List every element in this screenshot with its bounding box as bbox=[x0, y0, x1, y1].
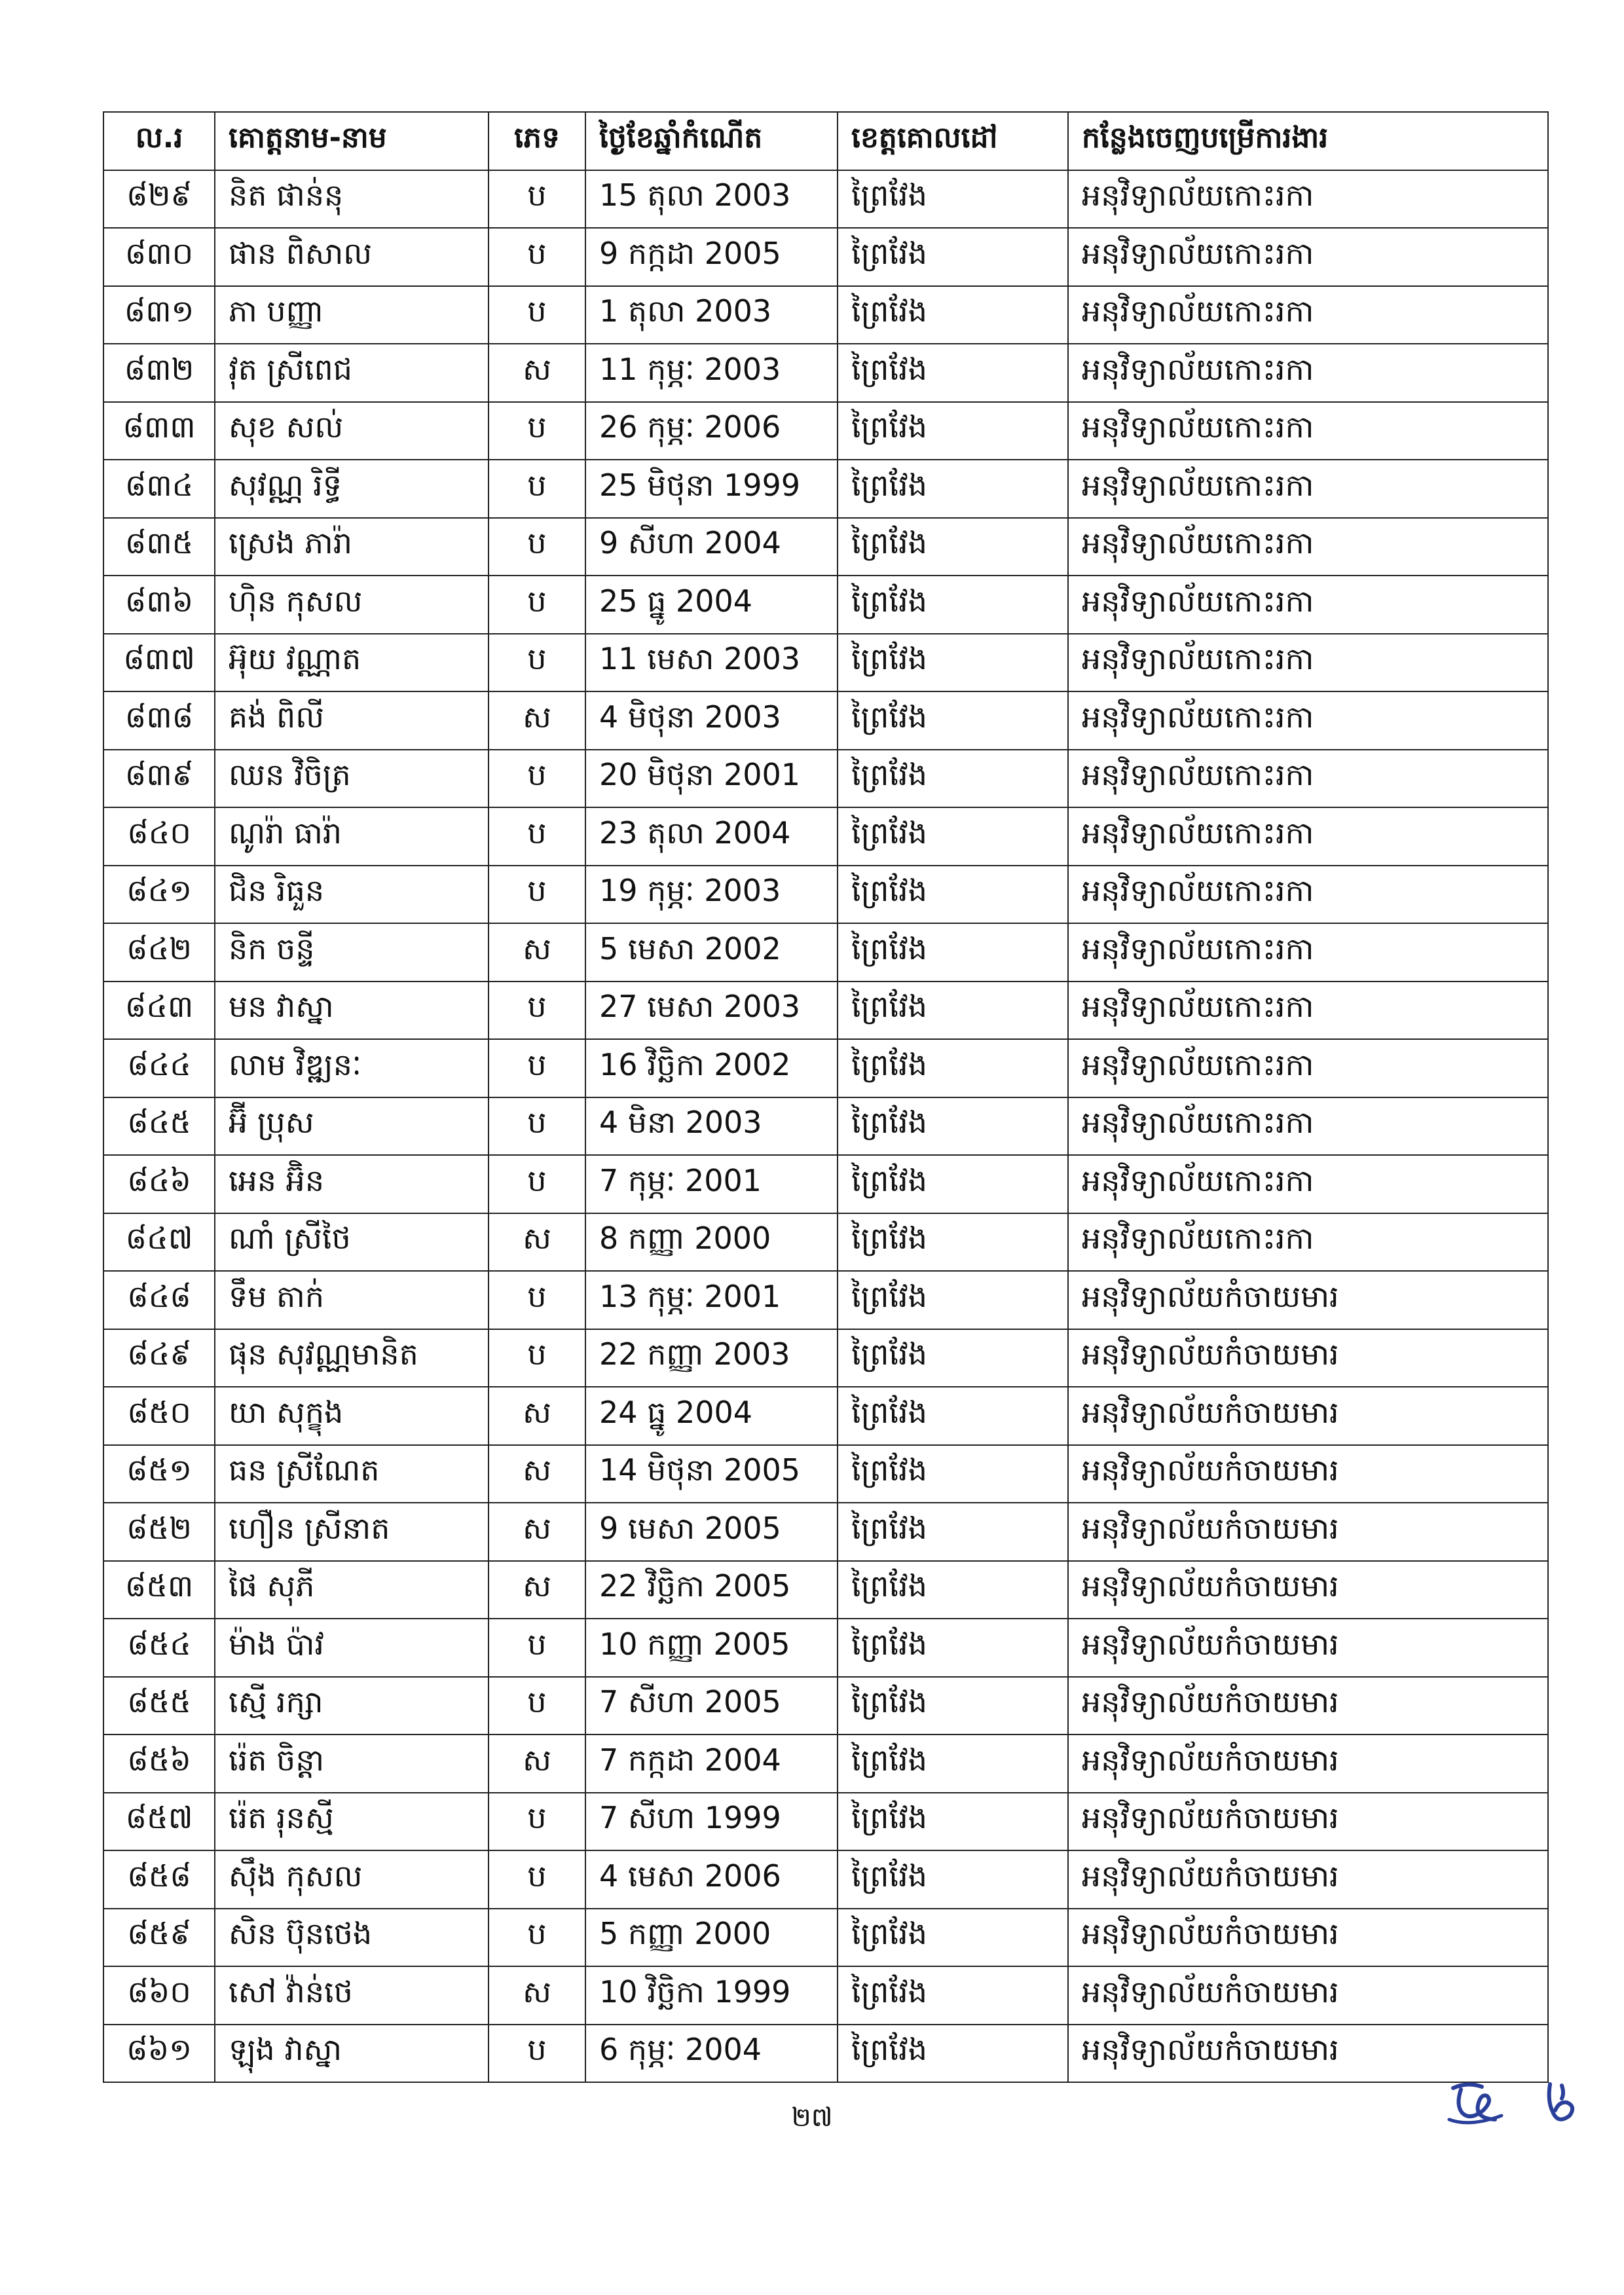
cell-target-province: ព្រៃវែង bbox=[838, 691, 1068, 750]
cell-target-province: ព្រៃវែង bbox=[838, 576, 1068, 634]
cell-workplace: អនុវិទ្យាល័យកោះរកា bbox=[1068, 1155, 1548, 1213]
table-row bbox=[103, 634, 1548, 692]
cell-date-of-birth: 7 សីហា 2005 bbox=[585, 1677, 838, 1735]
cell-target-province: ព្រៃវែង bbox=[838, 2025, 1068, 2083]
table-row bbox=[103, 228, 1548, 286]
cell-date-of-birth: 16 វិច្ឆិកា 2002 bbox=[585, 1039, 838, 1097]
cell-number: ៨៤៣ bbox=[103, 982, 215, 1040]
cell-sex: ប bbox=[489, 286, 585, 344]
cell-target-province: ព្រៃវែង bbox=[838, 228, 1068, 286]
cell-workplace: អនុវិទ្យាល័យកោះរកា bbox=[1068, 1039, 1548, 1097]
cell-date-of-birth: 13 កុម្ភៈ 2001 bbox=[585, 1271, 838, 1329]
table-row bbox=[103, 1097, 1548, 1156]
cell-full-name: និក ចន្ទី bbox=[215, 923, 489, 982]
cell-date-of-birth: 27 មេសា 2003 bbox=[585, 982, 838, 1040]
cell-workplace: អនុវិទ្យាល័យកំចាយមារ bbox=[1068, 1909, 1548, 1967]
table-row bbox=[103, 576, 1548, 634]
table-row bbox=[103, 402, 1548, 460]
cell-workplace: អនុវិទ្យាល័យកំចាយមារ bbox=[1068, 1329, 1548, 1387]
table-row bbox=[103, 982, 1548, 1040]
cell-workplace: អនុវិទ្យាល័យកំចាយមារ bbox=[1068, 1735, 1548, 1793]
cell-date-of-birth: 14 មិថុនា 2005 bbox=[585, 1445, 838, 1503]
cell-date-of-birth: 7 កក្កដា 2004 bbox=[585, 1735, 838, 1793]
cell-workplace: អនុវិទ្យាល័យកោះរកា bbox=[1068, 518, 1548, 576]
table-row bbox=[103, 1850, 1548, 1909]
cell-sex: ប bbox=[489, 1039, 585, 1097]
cell-date-of-birth: 5 មេសា 2002 bbox=[585, 923, 838, 982]
cell-date-of-birth: 7 សីហា 1999 bbox=[585, 1793, 838, 1851]
cell-number: ៨៤៥ bbox=[103, 1097, 215, 1156]
cell-target-province: ព្រៃវែង bbox=[838, 1271, 1068, 1329]
table-row bbox=[103, 1909, 1548, 1967]
cell-target-province: ព្រៃវែង bbox=[838, 1503, 1068, 1561]
cell-workplace: អនុវិទ្យាល័យកោះរកា bbox=[1068, 691, 1548, 750]
cell-date-of-birth: 11 មេសា 2003 bbox=[585, 634, 838, 692]
cell-sex: ប bbox=[489, 1155, 585, 1213]
cell-sex: ស bbox=[489, 1213, 585, 1272]
table-row bbox=[103, 1445, 1548, 1503]
cell-full-name: គង់ ពិលី bbox=[215, 691, 489, 750]
header-workplace: កន្លែងចេញបម្រើការងារ bbox=[1068, 112, 1548, 170]
cell-number: ៨៣៦ bbox=[103, 576, 215, 634]
cell-full-name: ណាំ ស្រីថៃ bbox=[215, 1213, 489, 1272]
cell-workplace: អនុវិទ្យាល័យកោះរកា bbox=[1068, 170, 1548, 229]
cell-number: ៨៥៩ bbox=[103, 1909, 215, 1967]
cell-sex: ប bbox=[489, 576, 585, 634]
cell-target-province: ព្រៃវែង bbox=[838, 1097, 1068, 1156]
cell-sex: ប bbox=[489, 807, 585, 866]
table-row bbox=[103, 691, 1548, 750]
cell-date-of-birth: 9 សីហា 2004 bbox=[585, 518, 838, 576]
cell-number: ៨៤៤ bbox=[103, 1039, 215, 1097]
cell-sex: ស bbox=[489, 1561, 585, 1619]
cell-full-name: ហ៊ិន កុសល bbox=[215, 576, 489, 634]
cell-number: ៨៤៩ bbox=[103, 1329, 215, 1387]
table-row bbox=[103, 460, 1548, 518]
cell-target-province: ព្រៃវែង bbox=[838, 344, 1068, 402]
cell-workplace: អនុវិទ្យាល័យកោះរកា bbox=[1068, 402, 1548, 460]
cell-date-of-birth: 22 វិច្ឆិកា 2005 bbox=[585, 1561, 838, 1619]
cell-workplace: អនុវិទ្យាល័យកំចាយមារ bbox=[1068, 1850, 1548, 1909]
cell-date-of-birth: 19 កុម្ភៈ 2003 bbox=[585, 866, 838, 924]
cell-sex: ប bbox=[489, 982, 585, 1040]
cell-sex: ប bbox=[489, 1909, 585, 1967]
cell-full-name: ហឿន ស្រីនាត bbox=[215, 1503, 489, 1561]
cell-workplace: អនុវិទ្យាល័យកោះរកា bbox=[1068, 807, 1548, 866]
cell-workplace: អនុវិទ្យាល័យកោះរកា bbox=[1068, 982, 1548, 1040]
cell-full-name: មន វាស្នា bbox=[215, 982, 489, 1040]
cell-full-name: អ៊ី ប្រុស bbox=[215, 1097, 489, 1156]
cell-full-name: និត ផាន់នុ bbox=[215, 170, 489, 229]
cell-number: ៨៤៧ bbox=[103, 1213, 215, 1272]
cell-full-name: លាម វិឌ្ឍនៈ bbox=[215, 1039, 489, 1097]
table-row bbox=[103, 518, 1548, 576]
cell-number: ៨៦១ bbox=[103, 2025, 215, 2083]
cell-date-of-birth: 4 មិថុនា 2003 bbox=[585, 691, 838, 750]
cell-sex: ប bbox=[489, 1097, 585, 1156]
cell-number: ៨៤១ bbox=[103, 866, 215, 924]
cell-target-province: ព្រៃវែង bbox=[838, 1213, 1068, 1272]
table-row bbox=[103, 286, 1548, 344]
cell-target-province: ព្រៃវែង bbox=[838, 750, 1068, 808]
table-row bbox=[103, 1966, 1548, 2025]
cell-sex: ស bbox=[489, 1735, 585, 1793]
cell-sex: ប bbox=[489, 170, 585, 229]
cell-workplace: អនុវិទ្យាល័យកោះរកា bbox=[1068, 923, 1548, 982]
cell-sex: ស bbox=[489, 344, 585, 402]
cell-date-of-birth: 4 មិនា 2003 bbox=[585, 1097, 838, 1156]
cell-number: ៨៥៦ bbox=[103, 1735, 215, 1793]
cell-date-of-birth: 9 កក្កដា 2005 bbox=[585, 228, 838, 286]
table-row bbox=[103, 1503, 1548, 1561]
cell-target-province: ព្រៃវែង bbox=[838, 460, 1068, 518]
cell-sex: ស bbox=[489, 1966, 585, 2025]
cell-date-of-birth: 23 តុលា 2004 bbox=[585, 807, 838, 866]
cell-date-of-birth: 22 កញ្ញា 2003 bbox=[585, 1329, 838, 1387]
cell-workplace: អនុវិទ្យាល័យកំចាយមារ bbox=[1068, 1619, 1548, 1677]
signature-initial-icon bbox=[1444, 2079, 1506, 2131]
cell-full-name: ឈន វិចិត្រ bbox=[215, 750, 489, 808]
cell-full-name: សុវណ្ណ រិទ្ធី bbox=[215, 460, 489, 518]
cell-full-name: ស៊ឹង កុសល bbox=[215, 1850, 489, 1909]
cell-full-name: អេន អ៊ិន bbox=[215, 1155, 489, 1213]
cell-number: ៨៥២ bbox=[103, 1503, 215, 1561]
cell-number: ៨៥៣ bbox=[103, 1561, 215, 1619]
cell-number: ៨២៩ bbox=[103, 170, 215, 229]
cell-full-name: ណូរ៉ា ធារ៉ា bbox=[215, 807, 489, 866]
table-row bbox=[103, 1793, 1548, 1851]
table-row bbox=[103, 1155, 1548, 1213]
table-row bbox=[103, 1677, 1548, 1735]
cell-target-province: ព្រៃវែង bbox=[838, 286, 1068, 344]
table-row bbox=[103, 1387, 1548, 1445]
cell-workplace: អនុវិទ្យាល័យកោះរកា bbox=[1068, 866, 1548, 924]
cell-number: ៨៥៧ bbox=[103, 1793, 215, 1851]
cell-target-province: ព្រៃវែង bbox=[838, 1155, 1068, 1213]
cell-target-province: ព្រៃវែង bbox=[838, 634, 1068, 692]
header-sex: ភេទ bbox=[489, 112, 585, 170]
table-row bbox=[103, 1329, 1548, 1387]
cell-target-province: ព្រៃវែង bbox=[838, 402, 1068, 460]
cell-date-of-birth: 24 ធ្នូ 2004 bbox=[585, 1387, 838, 1445]
header-target-province: ខេត្តគោលដៅ bbox=[838, 112, 1068, 170]
cell-date-of-birth: 26 កុម្ភៈ 2006 bbox=[585, 402, 838, 460]
cell-target-province: ព្រៃវែង bbox=[838, 1735, 1068, 1793]
cell-workplace: អនុវិទ្យាល័យកោះរកា bbox=[1068, 286, 1548, 344]
cell-workplace: អនុវិទ្យាល័យកោះរកា bbox=[1068, 634, 1548, 692]
cell-date-of-birth: 20 មិថុនា 2001 bbox=[585, 750, 838, 808]
cell-full-name: រ៉េត រុនស្មី bbox=[215, 1793, 489, 1851]
table-row bbox=[103, 923, 1548, 982]
cell-workplace: អនុវិទ្យាល័យកោះរកា bbox=[1068, 576, 1548, 634]
cell-workplace: អនុវិទ្យាល័យកោះរកា bbox=[1068, 1097, 1548, 1156]
cell-number: ៨៥៨ bbox=[103, 1850, 215, 1909]
cell-number: ៨៥១ bbox=[103, 1445, 215, 1503]
table-row bbox=[103, 750, 1548, 808]
cell-workplace: អនុវិទ្យាល័យកំចាយមារ bbox=[1068, 1793, 1548, 1851]
cell-sex: ប bbox=[489, 2025, 585, 2083]
cell-full-name: ម៉ាង ប៉ាវ bbox=[215, 1619, 489, 1677]
cell-date-of-birth: 10 វិច្ឆិកា 1999 bbox=[585, 1966, 838, 2025]
cell-sex: ស bbox=[489, 1445, 585, 1503]
cell-date-of-birth: 6 កុម្ភៈ 2004 bbox=[585, 2025, 838, 2083]
signature-mark-icon bbox=[1536, 2079, 1581, 2131]
cell-workplace: អនុវិទ្យាល័យកោះរកា bbox=[1068, 460, 1548, 518]
cell-sex: ប bbox=[489, 1850, 585, 1909]
cell-workplace: អនុវិទ្យាល័យកំចាយមារ bbox=[1068, 2025, 1548, 2083]
cell-sex: ប bbox=[489, 1677, 585, 1735]
cell-target-province: ព្រៃវែង bbox=[838, 982, 1068, 1040]
cell-sex: ស bbox=[489, 1503, 585, 1561]
cell-date-of-birth: 10 កញ្ញា 2005 bbox=[585, 1619, 838, 1677]
table-row bbox=[103, 170, 1548, 229]
cell-number: ៨៤២ bbox=[103, 923, 215, 982]
cell-full-name: ផៃ សុភី bbox=[215, 1561, 489, 1619]
cell-number: ៨៣៧ bbox=[103, 634, 215, 692]
cell-number: ៨៣៣ bbox=[103, 402, 215, 460]
cell-full-name: ធន ស្រីណែត bbox=[215, 1445, 489, 1503]
cell-target-province: ព្រៃវែង bbox=[838, 1561, 1068, 1619]
cell-sex: ប bbox=[489, 1793, 585, 1851]
cell-full-name: សិន ប៊ុនថេង bbox=[215, 1909, 489, 1967]
cell-full-name: ផាន ពិសាល bbox=[215, 228, 489, 286]
cell-full-name: ផុន សុវណ្ណមានិត bbox=[215, 1329, 489, 1387]
cell-date-of-birth: 1 តុលា 2003 bbox=[585, 286, 838, 344]
table-row bbox=[103, 1213, 1548, 1272]
cell-sex: ស bbox=[489, 923, 585, 982]
cell-target-province: ព្រៃវែង bbox=[838, 1966, 1068, 2025]
cell-number: ៨៣៤ bbox=[103, 460, 215, 518]
table-row bbox=[103, 1039, 1548, 1097]
table-header-row bbox=[103, 112, 1548, 170]
cell-number: ៨៥៤ bbox=[103, 1619, 215, 1677]
cell-full-name: ទឹម តាក់ bbox=[215, 1271, 489, 1329]
table-row bbox=[103, 1561, 1548, 1619]
header-date-of-birth: ថ្ងៃខែឆ្នាំកំណើត bbox=[585, 112, 838, 170]
cell-workplace: អនុវិទ្យាល័យកំចាយមារ bbox=[1068, 1561, 1548, 1619]
cell-full-name: ស្រេង ភារ៉ា bbox=[215, 518, 489, 576]
cell-workplace: អនុវិទ្យាល័យកោះរកា bbox=[1068, 1213, 1548, 1272]
cell-target-province: ព្រៃវែង bbox=[838, 1677, 1068, 1735]
cell-sex: ស bbox=[489, 1387, 585, 1445]
cell-full-name: សៅ វ៉ាន់ថេ bbox=[215, 1966, 489, 2025]
cell-full-name: ស្មើ រក្សា bbox=[215, 1677, 489, 1735]
table-row bbox=[103, 866, 1548, 924]
cell-workplace: អនុវិទ្យាល័យកំចាយមារ bbox=[1068, 1966, 1548, 2025]
cell-target-province: ព្រៃវែង bbox=[838, 1793, 1068, 1851]
table-row bbox=[103, 1619, 1548, 1677]
cell-date-of-birth: 5 កញ្ញា 2000 bbox=[585, 1909, 838, 1967]
cell-target-province: ព្រៃវែង bbox=[838, 1329, 1068, 1387]
cell-target-province: ព្រៃវែង bbox=[838, 1039, 1068, 1097]
table-row bbox=[103, 1271, 1548, 1329]
cell-date-of-birth: 25 ធ្នូ 2004 bbox=[585, 576, 838, 634]
cell-target-province: ព្រៃវែង bbox=[838, 1387, 1068, 1445]
cell-number: ៨៣៥ bbox=[103, 518, 215, 576]
page-number: ២៧ bbox=[791, 2102, 833, 2133]
cell-full-name: អ៊ុយ វណ្ណាត bbox=[215, 634, 489, 692]
cell-sex: ស bbox=[489, 691, 585, 750]
cell-date-of-birth: 9 មេសា 2005 bbox=[585, 1503, 838, 1561]
cell-workplace: អនុវិទ្យាល័យកំចាយមារ bbox=[1068, 1445, 1548, 1503]
cell-target-province: ព្រៃវែង bbox=[838, 518, 1068, 576]
cell-number: ៨៥៥ bbox=[103, 1677, 215, 1735]
header-number: ល.រ bbox=[103, 112, 215, 170]
cell-target-province: ព្រៃវែង bbox=[838, 170, 1068, 229]
cell-target-province: ព្រៃវែង bbox=[838, 923, 1068, 982]
cell-number: ៨៥០ bbox=[103, 1387, 215, 1445]
cell-sex: ប bbox=[489, 1619, 585, 1677]
table-row bbox=[103, 344, 1548, 402]
cell-workplace: អនុវិទ្យាល័យកំចាយមារ bbox=[1068, 1271, 1548, 1329]
cell-full-name: យា សុក្ខុង bbox=[215, 1387, 489, 1445]
cell-date-of-birth: 4 មេសា 2006 bbox=[585, 1850, 838, 1909]
cell-full-name: សុខ សល់ bbox=[215, 402, 489, 460]
cell-sex: ប bbox=[489, 1329, 585, 1387]
cell-number: ៨៣០ bbox=[103, 228, 215, 286]
header-full-name: គោត្តនាម-នាម bbox=[215, 112, 489, 170]
table-row bbox=[103, 2025, 1548, 2083]
cell-full-name: ឡុង វាស្នា bbox=[215, 2025, 489, 2083]
cell-number: ៨៤៦ bbox=[103, 1155, 215, 1213]
cell-full-name: ជិន រិធួន bbox=[215, 866, 489, 924]
cell-number: ៨៦០ bbox=[103, 1966, 215, 2025]
cell-workplace: អនុវិទ្យាល័យកំចាយមារ bbox=[1068, 1677, 1548, 1735]
cell-workplace: អនុវិទ្យាល័យកោះរកា bbox=[1068, 344, 1548, 402]
cell-sex: ប bbox=[489, 866, 585, 924]
cell-number: ៨៣២ bbox=[103, 344, 215, 402]
cell-full-name: រ៉េត ចិន្តា bbox=[215, 1735, 489, 1793]
cell-target-province: ព្រៃវែង bbox=[838, 866, 1068, 924]
cell-sex: ប bbox=[489, 228, 585, 286]
table-body bbox=[103, 170, 1548, 2083]
cell-number: ៨៣៨ bbox=[103, 691, 215, 750]
staff-assignment-table bbox=[103, 111, 1549, 2083]
cell-sex: ប bbox=[489, 460, 585, 518]
cell-sex: ប bbox=[489, 634, 585, 692]
cell-full-name: ភា បញ្ញា bbox=[215, 286, 489, 344]
cell-number: ៨៤៨ bbox=[103, 1271, 215, 1329]
table-row bbox=[103, 1735, 1548, 1793]
cell-number: ៨៣៩ bbox=[103, 750, 215, 808]
cell-date-of-birth: 11 កុម្ភៈ 2003 bbox=[585, 344, 838, 402]
cell-sex: ប bbox=[489, 518, 585, 576]
cell-workplace: អនុវិទ្យាល័យកំចាយមារ bbox=[1068, 1387, 1548, 1445]
cell-date-of-birth: 25 មិថុនា 1999 bbox=[585, 460, 838, 518]
cell-workplace: អនុវិទ្យាល័យកោះរកា bbox=[1068, 228, 1548, 286]
cell-workplace: អនុវិទ្យាល័យកោះរកា bbox=[1068, 750, 1548, 808]
cell-date-of-birth: 15 តុលា 2003 bbox=[585, 170, 838, 229]
cell-sex: ប bbox=[489, 402, 585, 460]
cell-target-province: ព្រៃវែង bbox=[838, 1909, 1068, 1967]
cell-target-province: ព្រៃវែង bbox=[838, 807, 1068, 866]
table-row bbox=[103, 807, 1548, 866]
cell-full-name: វុត ស្រីពេជ bbox=[215, 344, 489, 402]
cell-date-of-birth: 7 កុម្ភៈ 2001 bbox=[585, 1155, 838, 1213]
cell-number: ៨៣១ bbox=[103, 286, 215, 344]
cell-date-of-birth: 8 កញ្ញា 2000 bbox=[585, 1213, 838, 1272]
cell-target-province: ព្រៃវែង bbox=[838, 1619, 1068, 1677]
cell-number: ៨៤០ bbox=[103, 807, 215, 866]
cell-target-province: ព្រៃវែង bbox=[838, 1850, 1068, 1909]
cell-sex: ប bbox=[489, 1271, 585, 1329]
cell-target-province: ព្រៃវែង bbox=[838, 1445, 1068, 1503]
cell-workplace: អនុវិទ្យាល័យកំចាយមារ bbox=[1068, 1503, 1548, 1561]
cell-sex: ប bbox=[489, 750, 585, 808]
